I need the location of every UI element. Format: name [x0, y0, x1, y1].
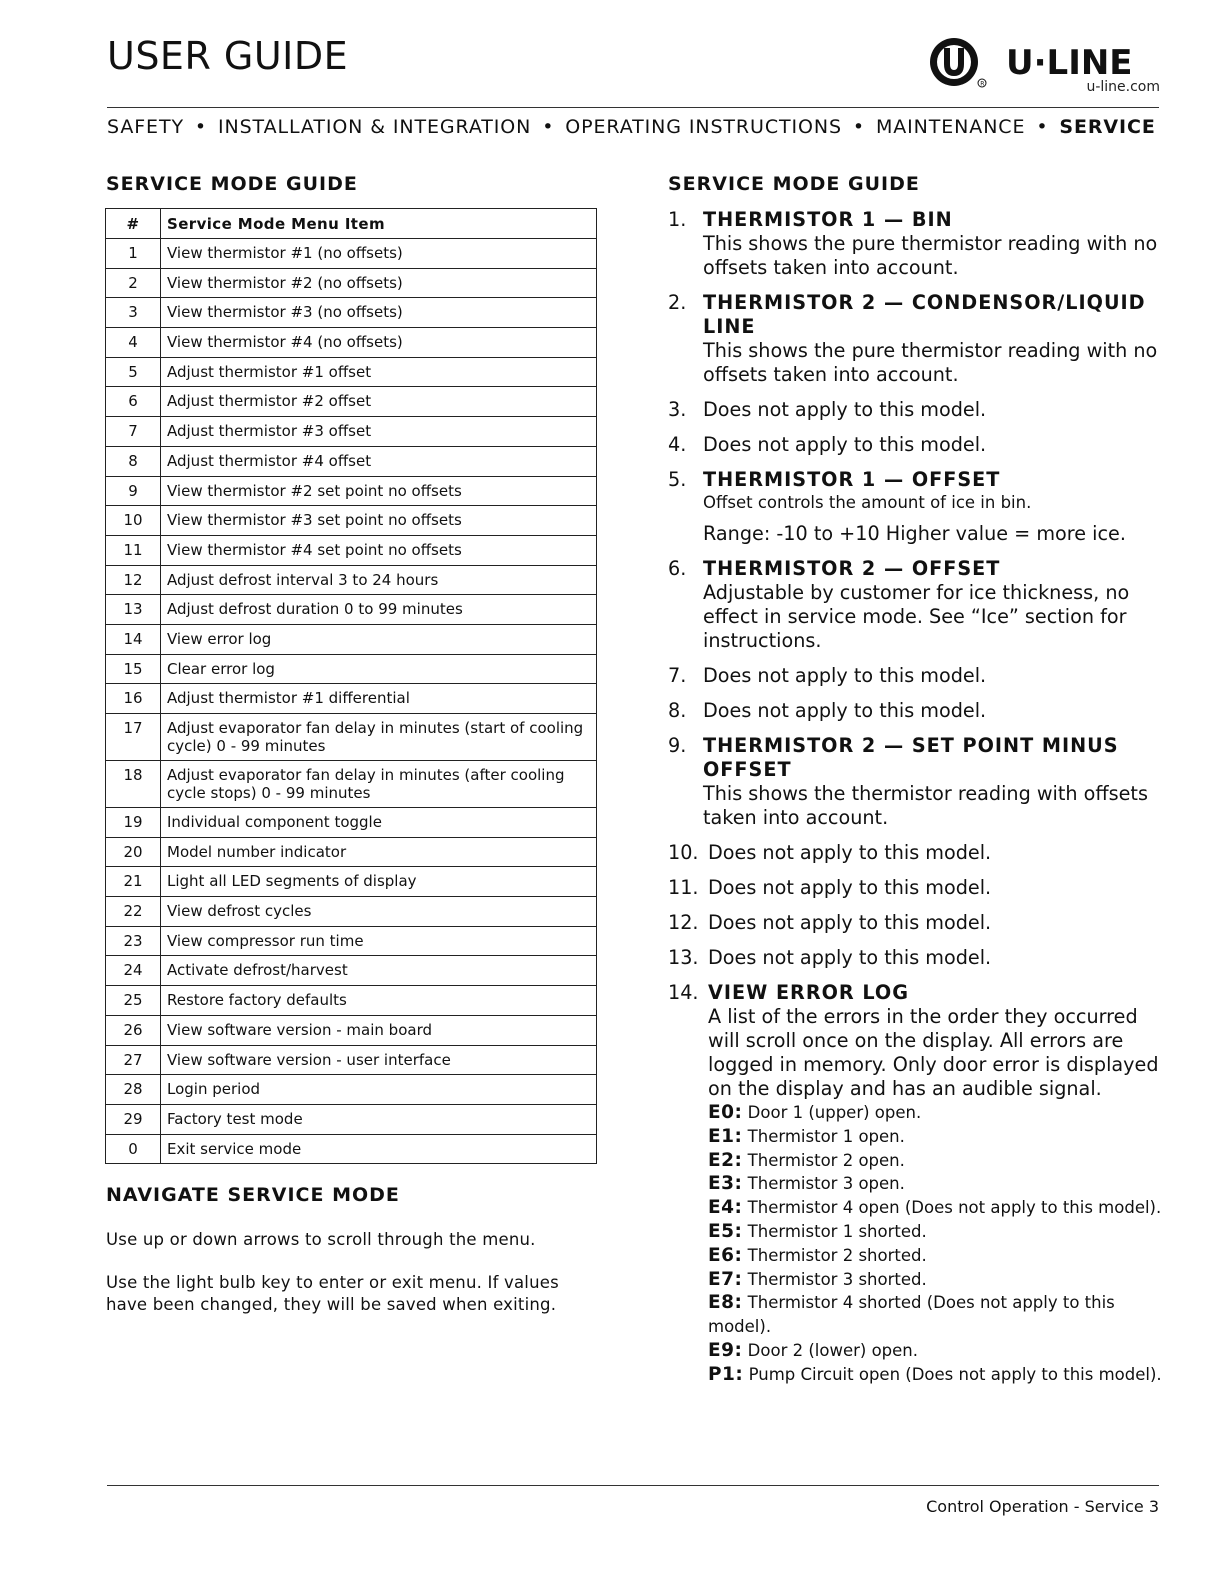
- item-title: VIEW ERROR LOG: [708, 981, 909, 1004]
- error-code-item: [708, 1291, 1168, 1339]
- item-text: Does not apply to this model.: [708, 841, 992, 864]
- table-row: [106, 1045, 597, 1075]
- row-item: View software version - main board: [161, 1015, 597, 1045]
- nav-maintenance[interactable]: MAINTENANCE: [875, 116, 1026, 138]
- table-row: [106, 867, 597, 897]
- row-number: 10: [106, 506, 161, 536]
- error-code: E6:: [708, 1244, 743, 1266]
- error-code: E7:: [708, 1268, 743, 1290]
- error-desc: Thermistor 4 open (Does not apply to this model).: [747, 1198, 1162, 1218]
- list-item: [668, 208, 1168, 280]
- service-mode-table: [105, 208, 597, 1164]
- error-code: P1:: [708, 1363, 744, 1385]
- error-code-item: [708, 1339, 1168, 1363]
- item-number: 10.: [668, 841, 699, 864]
- row-item: Exit service mode: [161, 1134, 597, 1164]
- error-code: E3:: [708, 1173, 743, 1195]
- list-item: [668, 841, 1168, 865]
- row-item: View thermistor #3 (no offsets): [161, 298, 597, 328]
- row-item: Clear error log: [161, 654, 597, 684]
- list-item: [668, 557, 1168, 653]
- row-item: View compressor run time: [161, 926, 597, 956]
- error-code-item: [708, 1101, 1168, 1125]
- item-text: Does not apply to this model.: [703, 664, 987, 687]
- error-desc: Pump Circuit open (Does not apply to this model).: [748, 1364, 1162, 1384]
- row-number: 1: [106, 239, 161, 269]
- row-number: 23: [106, 926, 161, 956]
- list-item: [668, 398, 1168, 422]
- row-item: Light all LED segments of display: [161, 867, 597, 897]
- table-row: [106, 837, 597, 867]
- row-number: 0: [106, 1134, 161, 1164]
- row-item: Restore factory defaults: [161, 986, 597, 1016]
- row-item: Adjust thermistor #4 offset: [161, 446, 597, 476]
- list-item: [668, 911, 1168, 935]
- table-row: [106, 956, 597, 986]
- table-row: [106, 714, 597, 761]
- row-number: 27: [106, 1045, 161, 1075]
- nav-separator: •: [852, 116, 866, 138]
- list-item: [668, 664, 1168, 688]
- row-item: View thermistor #4 set point no offsets: [161, 535, 597, 565]
- item-title: THERMISTOR 2 — OFFSET: [703, 557, 1001, 580]
- list-item: [668, 699, 1168, 723]
- table-row: [106, 417, 597, 447]
- item-number: 2.: [668, 291, 687, 314]
- item-body: This shows the thermistor reading with offsets taken into account.: [703, 782, 1148, 829]
- right-section-heading: SERVICE MODE GUIDE: [668, 173, 920, 195]
- table-row: [106, 1104, 597, 1134]
- row-number: 14: [106, 624, 161, 654]
- list-item: [668, 734, 1168, 830]
- error-desc: Thermistor 2 shorted.: [747, 1245, 927, 1265]
- row-item: View thermistor #2 set point no offsets: [161, 476, 597, 506]
- table-row: [106, 1134, 597, 1164]
- table-row: [106, 926, 597, 956]
- item-number: 9.: [668, 734, 687, 757]
- error-code-item: [708, 1149, 1168, 1173]
- table-row: [106, 387, 597, 417]
- row-number: 18: [106, 761, 161, 808]
- row-item: Adjust evaporator fan delay in minutes (after cooling cycle stops) 0 - 99 minutes: [161, 761, 597, 808]
- list-item: [668, 876, 1168, 900]
- error-code-item: [708, 1220, 1168, 1244]
- service-mode-guide-list: [668, 208, 1168, 1398]
- item-number: 8.: [668, 699, 687, 722]
- row-item: Adjust thermistor #1 offset: [161, 357, 597, 387]
- item-body: Offset controls the amount of ice in bin.: [703, 493, 1032, 512]
- list-item: [668, 433, 1168, 457]
- col-header-num: #: [106, 209, 161, 239]
- page-footer: Control Operation - Service 3: [926, 1497, 1159, 1516]
- error-desc: Thermistor 1 shorted.: [747, 1221, 927, 1241]
- row-number: 20: [106, 837, 161, 867]
- row-number: 12: [106, 565, 161, 595]
- row-number: 11: [106, 535, 161, 565]
- list-item-error-log: [668, 981, 1168, 1387]
- row-number: 5: [106, 357, 161, 387]
- table-row: [106, 239, 597, 269]
- error-desc: Thermistor 3 open.: [747, 1174, 905, 1194]
- row-item: Individual component toggle: [161, 808, 597, 838]
- table-row: [106, 506, 597, 536]
- error-code-item: [708, 1268, 1168, 1292]
- left-section-heading: SERVICE MODE GUIDE: [106, 173, 358, 195]
- table-row: [106, 565, 597, 595]
- svg-text:R: R: [980, 80, 985, 88]
- row-number: 25: [106, 986, 161, 1016]
- uline-emblem-icon: [930, 38, 986, 88]
- row-item: Activate defrost/harvest: [161, 956, 597, 986]
- item-text: Does not apply to this model.: [708, 911, 992, 934]
- item-number: 4.: [668, 433, 687, 456]
- item-title: THERMISTOR 1 — OFFSET: [703, 468, 1001, 491]
- row-number: 6: [106, 387, 161, 417]
- error-code: E1:: [708, 1125, 743, 1147]
- list-item: [668, 468, 1168, 546]
- error-desc: Door 1 (upper) open.: [747, 1103, 922, 1122]
- item-range: Range: -10 to +10 Higher value = more ice.: [703, 522, 1126, 545]
- item-body: A list of the errors in the order they occurred will scroll once on the display. All errors are logged in memory. Only door error is displayed on the display and has an audible signal.: [708, 1005, 1159, 1100]
- item-text: Does not apply to this model.: [708, 946, 992, 969]
- nav-safety[interactable]: SAFETY: [107, 116, 184, 138]
- error-code-item: [708, 1244, 1168, 1268]
- item-number: 12.: [668, 911, 699, 934]
- error-code-item: [708, 1363, 1168, 1387]
- brand-wordmark: U·LINE: [1006, 43, 1133, 83]
- row-item: View software version - user interface: [161, 1045, 597, 1075]
- section-nav: [107, 116, 1167, 138]
- header-divider: [107, 107, 1159, 108]
- row-item: View error log: [161, 624, 597, 654]
- row-item: Adjust defrost duration 0 to 99 minutes: [161, 595, 597, 625]
- item-body: Adjustable by customer for ice thickness, no effect in service mode. See “Ice” section for instructions.: [703, 581, 1130, 652]
- row-number: 4: [106, 328, 161, 358]
- table-row: [106, 595, 597, 625]
- item-text: Does not apply to this model.: [703, 699, 987, 722]
- row-number: 8: [106, 446, 161, 476]
- error-code: E4:: [708, 1197, 743, 1219]
- row-item: View thermistor #2 (no offsets): [161, 268, 597, 298]
- table-row: [106, 535, 597, 565]
- table-row: [106, 1075, 597, 1105]
- item-body: This shows the pure thermistor reading with no offsets taken into account.: [703, 339, 1158, 386]
- item-number: 13.: [668, 946, 699, 969]
- footer-divider: [107, 1485, 1159, 1486]
- item-title: THERMISTOR 1 — BIN: [703, 208, 953, 231]
- row-item: View thermistor #4 (no offsets): [161, 328, 597, 358]
- row-item: View defrost cycles: [161, 897, 597, 927]
- item-text: Does not apply to this model.: [703, 433, 987, 456]
- nav-separator: •: [194, 116, 208, 138]
- table-row: [106, 446, 597, 476]
- row-number: 26: [106, 1015, 161, 1045]
- row-number: 13: [106, 595, 161, 625]
- row-item: Model number indicator: [161, 837, 597, 867]
- error-code-item: [708, 1125, 1168, 1149]
- error-desc: Thermistor 4 shorted (Does not apply to this model).: [708, 1293, 1115, 1337]
- nav-separator: •: [1036, 116, 1049, 138]
- table-row: [106, 298, 597, 328]
- table-row: [106, 761, 597, 808]
- col-header-item: Service Mode Menu Item: [161, 209, 597, 239]
- navigate-para-1: Use up or down arrows to scroll through the menu.: [106, 1230, 536, 1249]
- table-row: [106, 897, 597, 927]
- row-number: 28: [106, 1075, 161, 1105]
- error-desc: Thermistor 3 shorted.: [747, 1269, 927, 1289]
- list-item: [668, 946, 1168, 970]
- table-row: [106, 1015, 597, 1045]
- nav-service-active[interactable]: SERVICE: [1059, 116, 1156, 138]
- row-item: View thermistor #1 (no offsets): [161, 239, 597, 269]
- item-title: THERMISTOR 2 — SET POINT MINUS OFFSET: [703, 734, 1119, 781]
- error-code: E2:: [708, 1149, 743, 1171]
- table-row: [106, 986, 597, 1016]
- item-text: Does not apply to this model.: [703, 398, 987, 421]
- error-code: E5:: [708, 1220, 743, 1242]
- nav-separator: •: [542, 116, 555, 138]
- row-item: Adjust thermistor #2 offset: [161, 387, 597, 417]
- item-number: 3.: [668, 398, 687, 421]
- error-desc: Thermistor 1 open.: [747, 1126, 905, 1146]
- item-text: Does not apply to this model.: [708, 876, 992, 899]
- row-item: Factory test mode: [161, 1104, 597, 1134]
- navigate-heading: NAVIGATE SERVICE MODE: [106, 1184, 400, 1206]
- table-header-row: [106, 209, 597, 239]
- row-number: 17: [106, 714, 161, 761]
- item-number: 7.: [668, 664, 687, 687]
- row-number: 9: [106, 476, 161, 506]
- table-body: [106, 239, 597, 1164]
- item-number: 14.: [668, 981, 699, 1004]
- item-number: 11.: [668, 876, 699, 899]
- row-number: 16: [106, 684, 161, 714]
- table-row: [106, 476, 597, 506]
- item-body: This shows the pure thermistor reading with no offsets taken into account.: [703, 232, 1158, 279]
- error-code: E8:: [708, 1292, 743, 1314]
- table-row: [106, 808, 597, 838]
- site-url[interactable]: u-line.com: [1086, 79, 1160, 95]
- table-row: [106, 624, 597, 654]
- error-code-item: [708, 1172, 1168, 1196]
- row-number: 19: [106, 808, 161, 838]
- item-title: THERMISTOR 2 — CONDENSOR/LIQUID LINE: [703, 291, 1146, 338]
- item-number: 5.: [668, 468, 687, 491]
- row-item: Adjust thermistor #1 differential: [161, 684, 597, 714]
- list-item: [668, 291, 1168, 387]
- item-number: 6.: [668, 557, 687, 580]
- error-code-list: [708, 1101, 1168, 1387]
- item-number: 1.: [668, 208, 687, 231]
- row-item: Adjust evaporator fan delay in minutes (start of cooling cycle) 0 - 99 minutes: [161, 714, 597, 761]
- row-item: View thermistor #3 set point no offsets: [161, 506, 597, 536]
- error-code-item: [708, 1196, 1168, 1220]
- row-item: Adjust defrost interval 3 to 24 hours: [161, 565, 597, 595]
- table-row: [106, 684, 597, 714]
- error-code: E0:: [708, 1102, 743, 1123]
- nav-operating[interactable]: OPERATING INSTRUCTIONS: [565, 116, 842, 138]
- error-code: E9:: [708, 1339, 743, 1361]
- table-row: [106, 268, 597, 298]
- table-row: [106, 328, 597, 358]
- row-number: 7: [106, 417, 161, 447]
- row-number: 29: [106, 1104, 161, 1134]
- error-desc: Door 2 (lower) open.: [747, 1340, 918, 1360]
- row-number: 24: [106, 956, 161, 986]
- error-desc: Thermistor 2 open.: [747, 1150, 905, 1170]
- table-row: [106, 654, 597, 684]
- row-number: 3: [106, 298, 161, 328]
- row-item: Adjust thermistor #3 offset: [161, 417, 597, 447]
- table-row: [106, 357, 597, 387]
- navigate-para-2: Use the light bulb key to enter or exit menu. If values have been changed, they will be saved when exiting.: [106, 1273, 559, 1314]
- row-number: 15: [106, 654, 161, 684]
- page-title: USER GUIDE: [107, 34, 349, 78]
- nav-installation[interactable]: INSTALLATION & INTEGRATION: [217, 116, 532, 138]
- row-number: 22: [106, 897, 161, 927]
- row-number: 21: [106, 867, 161, 897]
- row-item: Login period: [161, 1075, 597, 1105]
- row-number: 2: [106, 268, 161, 298]
